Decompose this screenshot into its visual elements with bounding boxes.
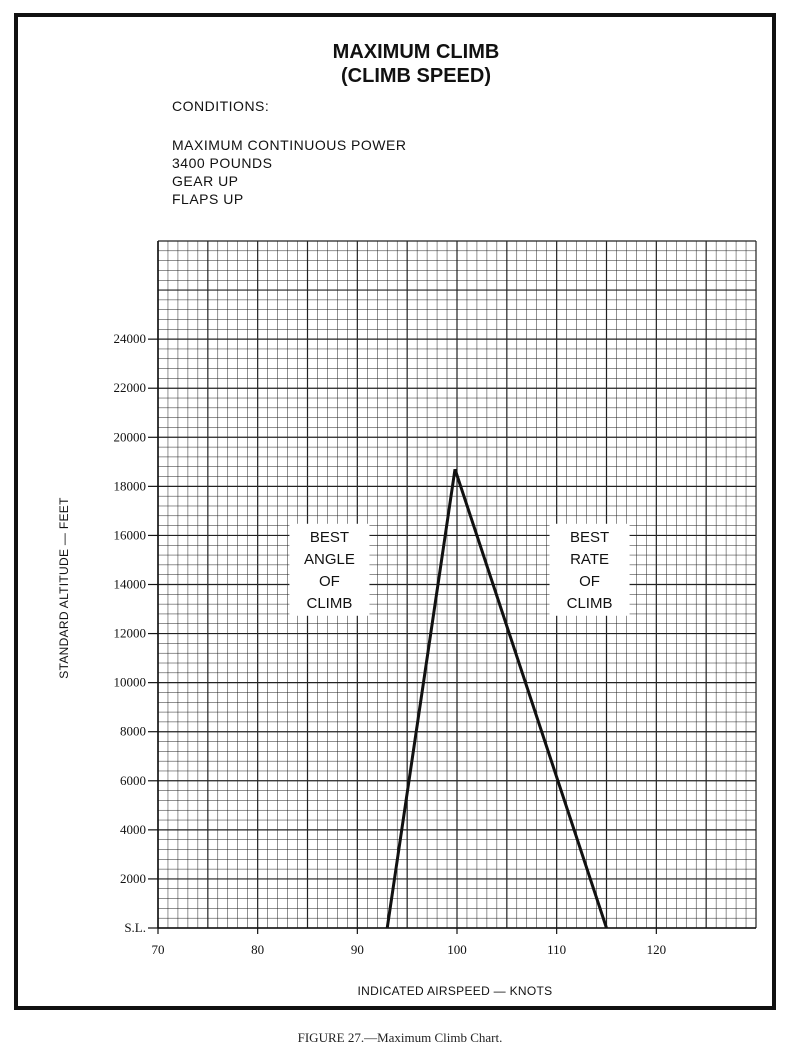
best-angle-label-line: BEST: [309, 528, 350, 546]
y-tick-label: 16000: [113, 527, 146, 543]
y-axis-label: STANDARD ALTITUDE — FEET: [57, 497, 71, 679]
y-tick-label: 10000: [113, 674, 146, 690]
chart-subtitle: (CLIMB SPEED): [341, 65, 491, 87]
x-tick-label: 90: [350, 942, 364, 957]
figure-caption: FIGURE 27.—Maximum Climb Chart.: [297, 1030, 503, 1045]
best-rate-label-line: OF: [579, 572, 600, 590]
x-tick-label: 80: [251, 942, 265, 957]
y-tick-label: 20000: [113, 429, 146, 445]
best-angle-label-line: CLIMB: [306, 594, 353, 612]
x-tick-label: 70: [151, 942, 165, 957]
x-axis-label: INDICATED AIRSPEED — KNOTS: [357, 984, 553, 998]
condition-flaps: FLAPS UP: [172, 191, 244, 207]
x-tick-label: 120: [646, 942, 667, 957]
x-tick-label: 100: [447, 942, 467, 957]
y-tick-label: 22000: [113, 380, 146, 396]
x-tick-label: 110: [547, 942, 567, 957]
y-tick-label: 12000: [113, 625, 146, 641]
y-tick-label: 18000: [113, 478, 146, 494]
y-tick-label: 2000: [120, 870, 146, 886]
y-tick-label: 8000: [120, 723, 146, 739]
chart-title: MAXIMUM CLIMB: [332, 41, 500, 63]
conditions-heading: CONDITIONS:: [172, 98, 270, 114]
best-rate-label-line: CLIMB: [566, 594, 613, 612]
y-tick-label: S.L.: [124, 920, 146, 935]
best-rate-label-line: BEST: [569, 528, 610, 546]
plot-area: [114, 241, 757, 957]
y-tick-label: 24000: [113, 331, 146, 347]
condition-weight: 3400 POUNDS: [172, 155, 273, 171]
y-tick-label: 6000: [120, 772, 146, 788]
best-rate-label-line: RATE: [570, 550, 610, 568]
condition-power: MAXIMUM CONTINUOUS POWER: [172, 137, 407, 153]
best-angle-label-line: OF: [319, 572, 340, 590]
y-tick-label: 4000: [120, 821, 146, 837]
best-angle-label-line: ANGLE: [303, 550, 355, 568]
y-tick-label: 14000: [113, 576, 146, 592]
condition-gear: GEAR UP: [172, 173, 239, 189]
